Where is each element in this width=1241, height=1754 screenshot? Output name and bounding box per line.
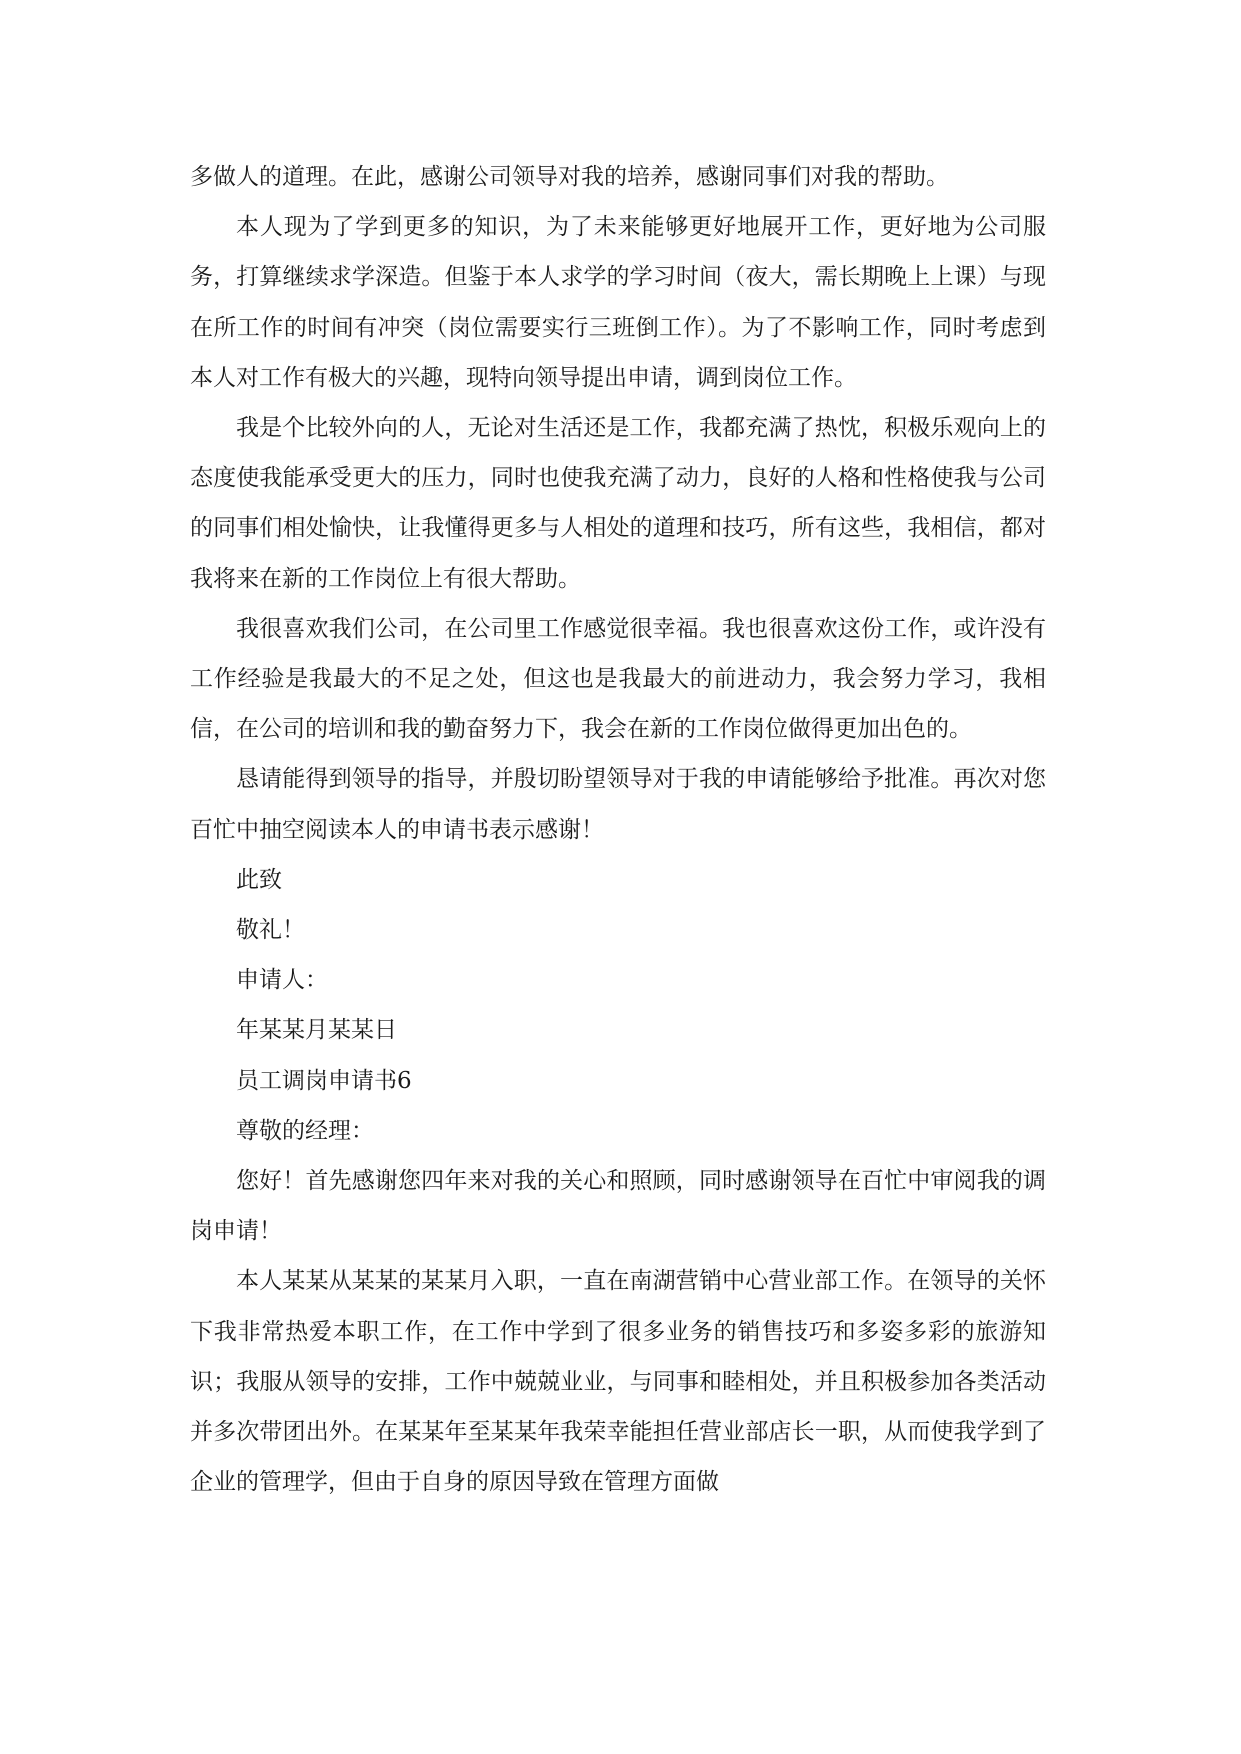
- paragraph: 我是个比较外向的人，无论对生活还是工作，我都充满了热忱，积极乐观向上的态度使我能承受更大的压力，同时也使我充满了动力，良好的人格和性格使我与公司的同事们相处愉快，让我懂得更多与人相处的道理和技巧，所有这些，我相信，都对我将来在新的工作岗位上有很大帮助。: [190, 415, 1046, 592]
- closing-line: 此致: [236, 866, 282, 893]
- salutation: 尊敬的经理：: [236, 1117, 374, 1144]
- section-title: 员工调岗申请书6: [236, 1067, 412, 1094]
- paragraph: 多做人的道理。在此，感谢公司领导对我的培养，感谢同事们对我的帮助。: [190, 164, 949, 190]
- paragraph: 本人现为了学到更多的知识，为了未来能够更好地展开工作，更好地为公司服务，打算继续求学深造。但鉴于本人求学的学习时间（夜大，需长期晚上上课）与现在所工作的时间有冲突（岗位需要实行三班倒工作）。为了不影响工作，同时考虑到本人对工作有极大的兴趣，现特向领导提出申请，调到岗位工作。: [190, 214, 1046, 391]
- paragraph: 您好！首先感谢您四年来对我的关心和照顾，同时感谢领导在百忙中审阅我的调岗申请！: [190, 1168, 1046, 1245]
- document-body: [190, 152, 1046, 1507]
- date-line: 年某某月某某日: [236, 1017, 397, 1044]
- closing-salutation: 敬礼！: [236, 917, 305, 944]
- paragraph: 恳请能得到领导的指导，并殷切盼望领导对于我的申请能够给予批准。再次对您百忙中抽空阅读本人的申请书表示感谢！: [190, 766, 1046, 843]
- paragraph: 我很喜欢我们公司，在公司里工作感觉很幸福。我也很喜欢这份工作，或许没有工作经验是我最大的不足之处，但这也是我最大的前进动力，我会努力学习，我相信，在公司的培训和我的勤奋努力下，我会在新的工作岗位做得更加出色的。: [190, 615, 1046, 743]
- applicant-label: 申请人：: [236, 967, 328, 994]
- paragraph: 本人某某从某某的某某月入职，一直在南湖营销中心营业部工作。在领导的关怀下我非常热爱本职工作，在工作中学到了很多业务的销售技巧和多姿多彩的旅游知识；我服从领导的安排，工作中兢兢业业，与同事和睦相处，并且积极参加各类活动并多次带团出外。在某某年至某某年我荣幸能担任营业部店长一职，从而使我学到了企业的管理学，但由于自身的原因导致在管理方面做: [190, 1268, 1046, 1496]
